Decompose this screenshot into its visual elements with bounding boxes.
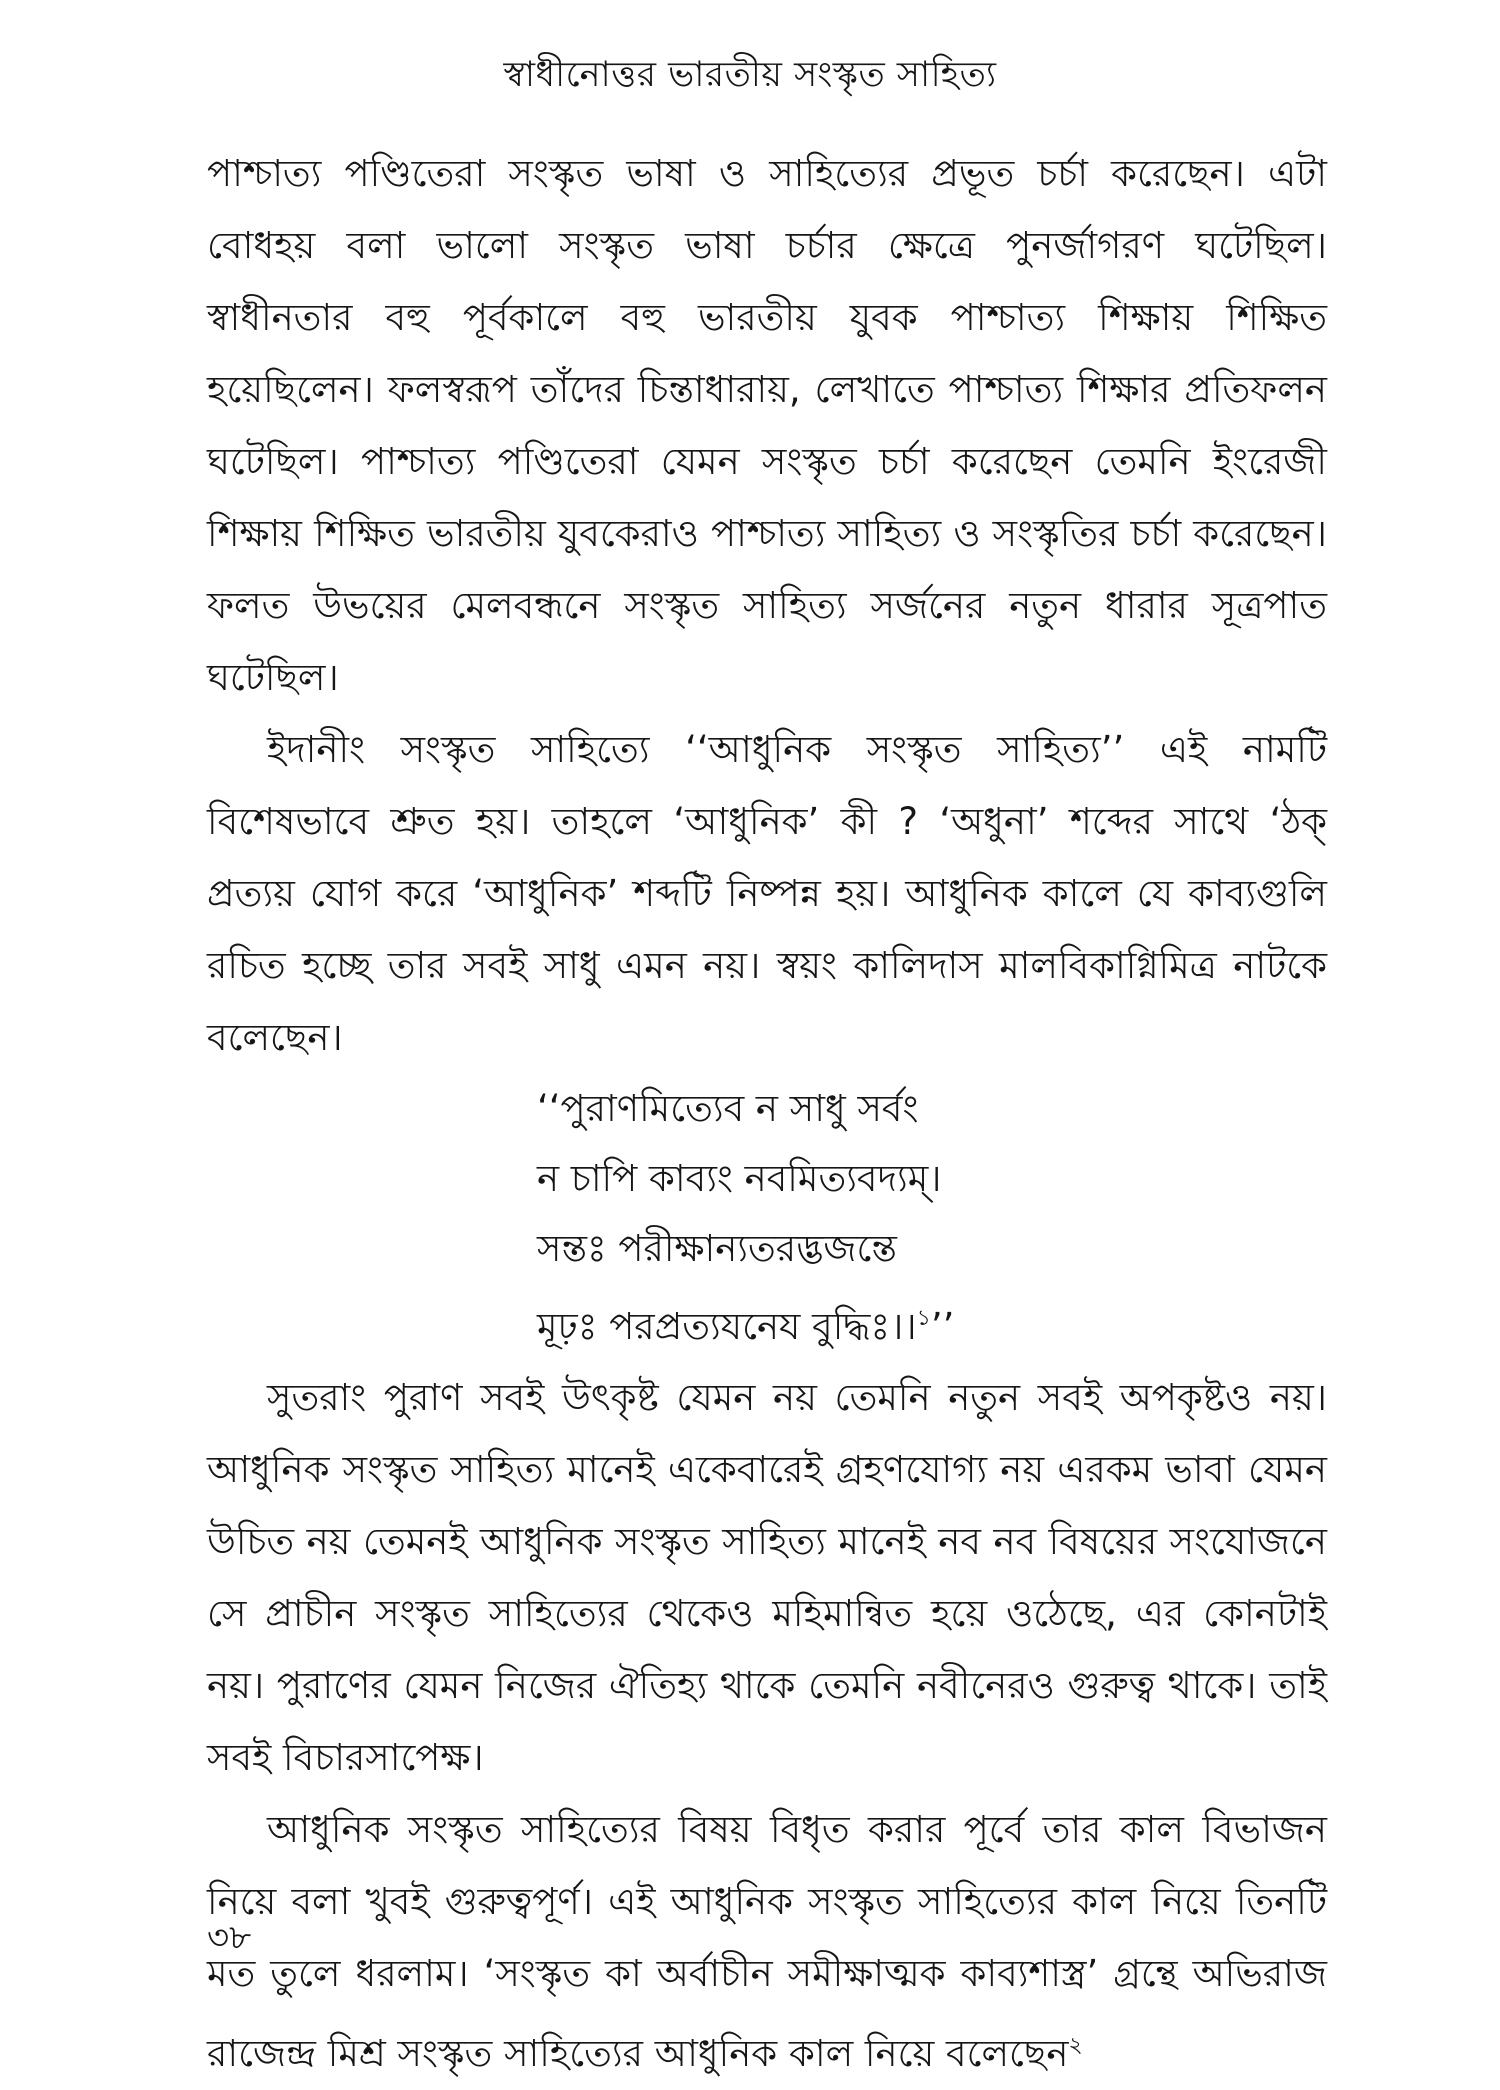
paragraph-2: ইদানীং সংস্কৃত সাহিত্যে ‘‘আধুনিক সংস্কৃত সাহিত্য’’ এই নামটি বিশেষভাবে শ্রুত হয়। তাহলে ‘আধুনিক’ কী ? ‘অধুনা’ শব্দের সাথে ‘ঠক্‌ প্রত্যয় যোগ করে ‘আধুনিক’ শব্দটি নিষ্পন্ন হয়। আধুনিক কালে যে কাব্যগুলি রচিত হচ্ছে তার সবই সাধু এমন নয়। স্বয়ং কালিদাস মালবিকাগ্নিমিত্র নাটকে বলেছেন। <box>207 728 1327 1059</box>
paragraph-1: পাশ্চাত্য পণ্ডিতেরা সংস্কৃত ভাষা ও সাহিত্যের প্রভূত চর্চা করেছেন। এটা বোধহয় বলা ভালো সংস্কৃত ভাষা চর্চার ক্ষেত্রে পুনর্জাগরণ ঘটেছিল। স্বাধীনতার বহু পূর্বকালে বহু ভারতীয় যুবক পাশ্চাত্য শিক্ষায় শিক্ষিত হয়েছিলেন। ফলস্বরূপ তাঁদের চিন্তাধারায়, লেখাতে পাশ্চাত্য শিক্ষার প্রতিফলন ঘটেছিল। পাশ্চাত্য পণ্ডিতেরা যেমন সংস্কৃত চর্চা করেছেন তেমনি ইংরেজী শিক্ষায় শিক্ষিত ভারতীয় যুবকেরাও পাশ্চাত্য সাহিত্য ও সংস্কৃতির চর্চা করেছেন। ফলত উভয়ের মেলবন্ধনে সংস্কৃত সাহিত্য সর্জনের নতুন ধারার সূত্রপাত ঘটেছিল। <box>207 152 1327 699</box>
verse-line-3: সন্তঃ পরীক্ষান্যতরদ্ভজন্তে <box>537 1227 897 1270</box>
verse-closing-quote: ’’ <box>930 1305 955 1348</box>
sanskrit-verse-quote <box>537 1074 1327 1362</box>
verse-line-2: ন চাপি কাব্যং নবমিত্যবদ্যম্‌। <box>537 1157 942 1200</box>
page-number: ৩৮ <box>207 1918 252 1958</box>
paragraph-3: সুতরাং পুরাণ সবই উৎকৃষ্ট যেমন নয় তেমনি নতুন সবই অপকৃষ্টও নয়। আধুনিক সংস্কৃত সাহিত্য মানেই একেবারেই গ্রহণযোগ্য নয় এরকম ভাবা যেমন উচিত নয় তেমনই আধুনিক সংস্কৃত সাহিত্য মানেই নব নব বিষয়ের সংযোজনে সে প্রাচীন সংস্কৃত সাহিত্যের থেকেও মহিমান্বিত হয়ে ওঠেছে, এর কোনটাই নয়। পুরাণের যেমন নিজের ঐতিহ্য থাকে তেমনি নবীনেরও গুরুত্ব থাকে। তাই সবই বিচারসাপেক্ষ। <box>207 1376 1327 1779</box>
verse-line-4 <box>537 1284 1327 1362</box>
verse-line-4-text: মূঢ়ঃ পরপ্রত্যযনেয বুদ্ধিঃ।। <box>537 1305 917 1348</box>
footnote-marker-2: ২ <box>1068 2033 1083 2058</box>
verse-line-1: ‘‘পুরাণমিত্যেব ন সাধু সর্বং <box>537 1087 919 1130</box>
paragraph-4 <box>207 1794 1327 2090</box>
body-text <box>207 138 1327 2090</box>
paragraph-4-text: আধুনিক সংস্কৃত সাহিত্যের বিষয় বিধৃত করার পূর্বে তার কাল বিভাজন নিয়ে বলা খুবই গুরুত্বপূর্ণ। এই আধুনিক সংস্কৃত সাহিত্যের কাল নিয়ে তিনটি মত তুলে ধরলাম। ‘সংস্কৃত কা অর্বাচীন সমীক্ষাত্মক কাব্যশাস্ত্র’ গ্রন্থে অভিরাজ রাজেন্দ্র মিশ্র সংস্কৃত সাহিত্যের আধুনিক কাল নিয়ে বলেছেন <box>207 1808 1327 2075</box>
footnote-marker-1: ১ <box>916 1306 931 1331</box>
running-header-title: স্বাধীনোত্তর ভারতীয় সংস্কৃত সাহিত্য <box>503 55 997 95</box>
